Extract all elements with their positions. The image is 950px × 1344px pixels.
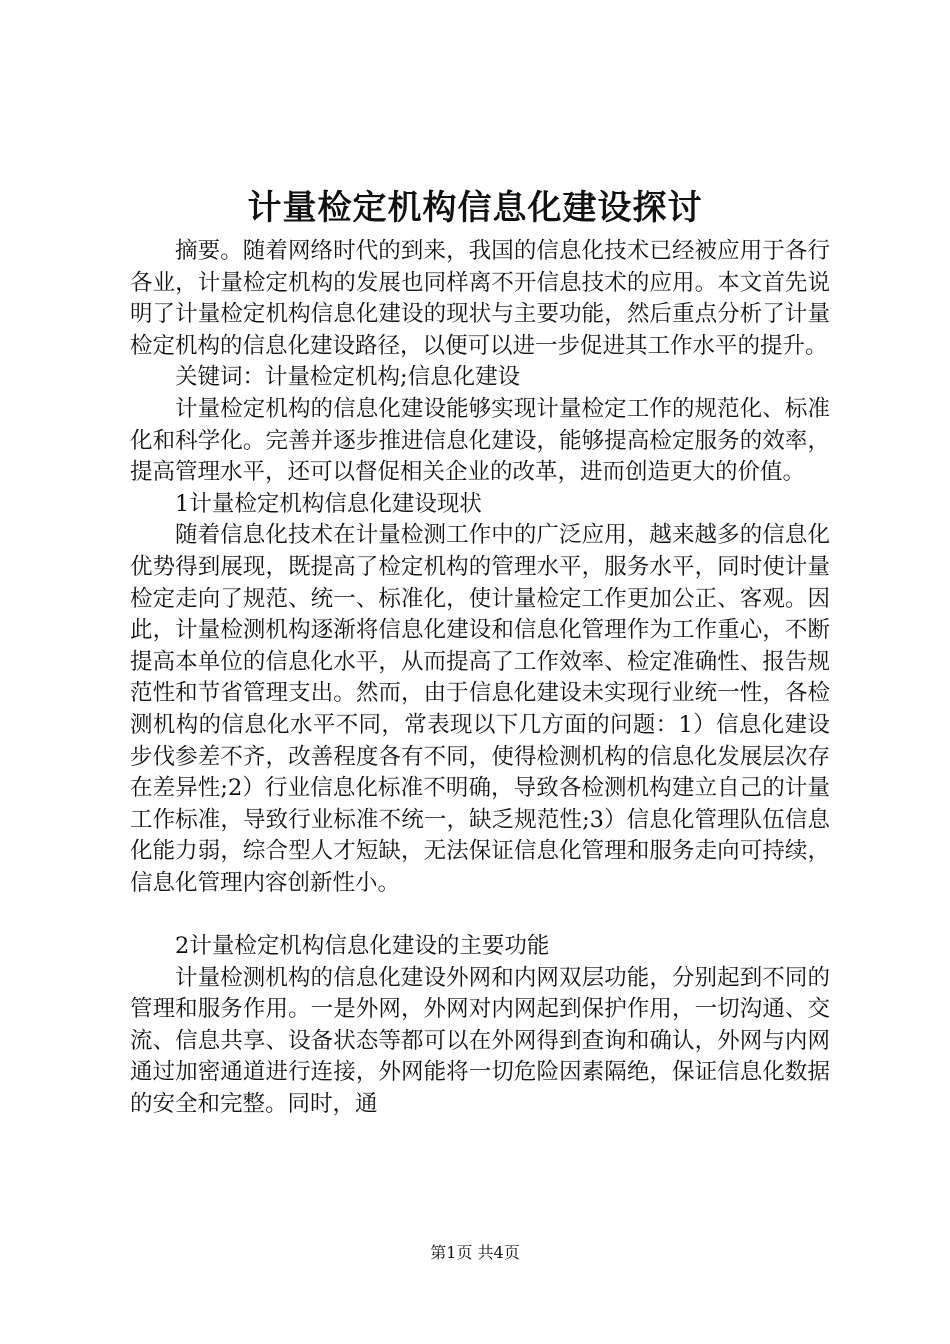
section-heading-1: 1计量检定机构信息化建设现状 xyxy=(175,490,482,517)
paragraph-spacer xyxy=(130,899,830,931)
document-title: 计量检定机构信息化建设探讨 xyxy=(247,188,703,228)
document-body xyxy=(130,236,830,1121)
page-footer: 第1页 共4页 xyxy=(430,1243,520,1262)
keywords-paragraph: 关键词：计量检定机构;信息化建设 xyxy=(175,364,521,391)
section-heading-2: 2计量检定机构信息化建设的主要功能 xyxy=(175,933,550,960)
intro-paragraph: 计量检定机构的信息化建设能够实现计量检定工作的规范化、标准化和科学化。完善并逐步推进信息化建设，能够提高检定服务的效率，提高管理水平，还可以督促相关企业的改革，进而创造更大的价值。 xyxy=(130,395,830,486)
abstract-paragraph: 摘要。随着网络时代的到来，我国的信息化技术已经被应用于各行各业，计量检定机构的发展也同样离不开信息技术的应用。本文首先说明了计量检定机构信息化建设的现状与主要功能，然后重点分析了计量检定机构的信息化建设路径，以便可以进一步促进其工作水平的提升。 xyxy=(130,238,830,359)
section-1-paragraph: 随着信息化技术在计量检测工作中的广泛应用，越来越多的信息化优势得到展现，既提高了检定机构的管理水平，服务水平，同时使计量检定走向了规范、统一、标准化，使计量检定工作更加公正、客观。因此，计量检测机构逐渐将信息化建设和信息化管理作为工作重心，不断提高本单位的信息化水平，从而提高了工作效率、检定准确性、报告规范性和节省管理支出。然而，由于信息化建设未实现行业统一性，各检测机构的信息化水平不同，常表现以下几方面的问题：1）信息化建设步伐参差不齐，改善程度各有不同，使得检测机构的信息化发展层次存在差异性;2）行业信息化标准不明确，导致各检测机构建立自己的计量工作标准，导致行业标准不统一，缺乏规范性;3）信息化管理队伍信息化能力弱，综合型人才短缺，无法保证信息化管理和服务走向可持续，信息化管理内容创新性小。 xyxy=(130,522,830,896)
section-2-paragraph: 计量检测机构的信息化建设外网和内网双层功能，分别起到不同的管理和服务作用。一是外网，外网对内网起到保护作用，一切沟通、交流、信息共享、设备状态等都可以在外网得到查询和确认，外网与内网通过加密通道进行连接，外网能将一切危险因素隔绝，保证信息化数据的安全和完整。同时，通 xyxy=(130,964,830,1118)
